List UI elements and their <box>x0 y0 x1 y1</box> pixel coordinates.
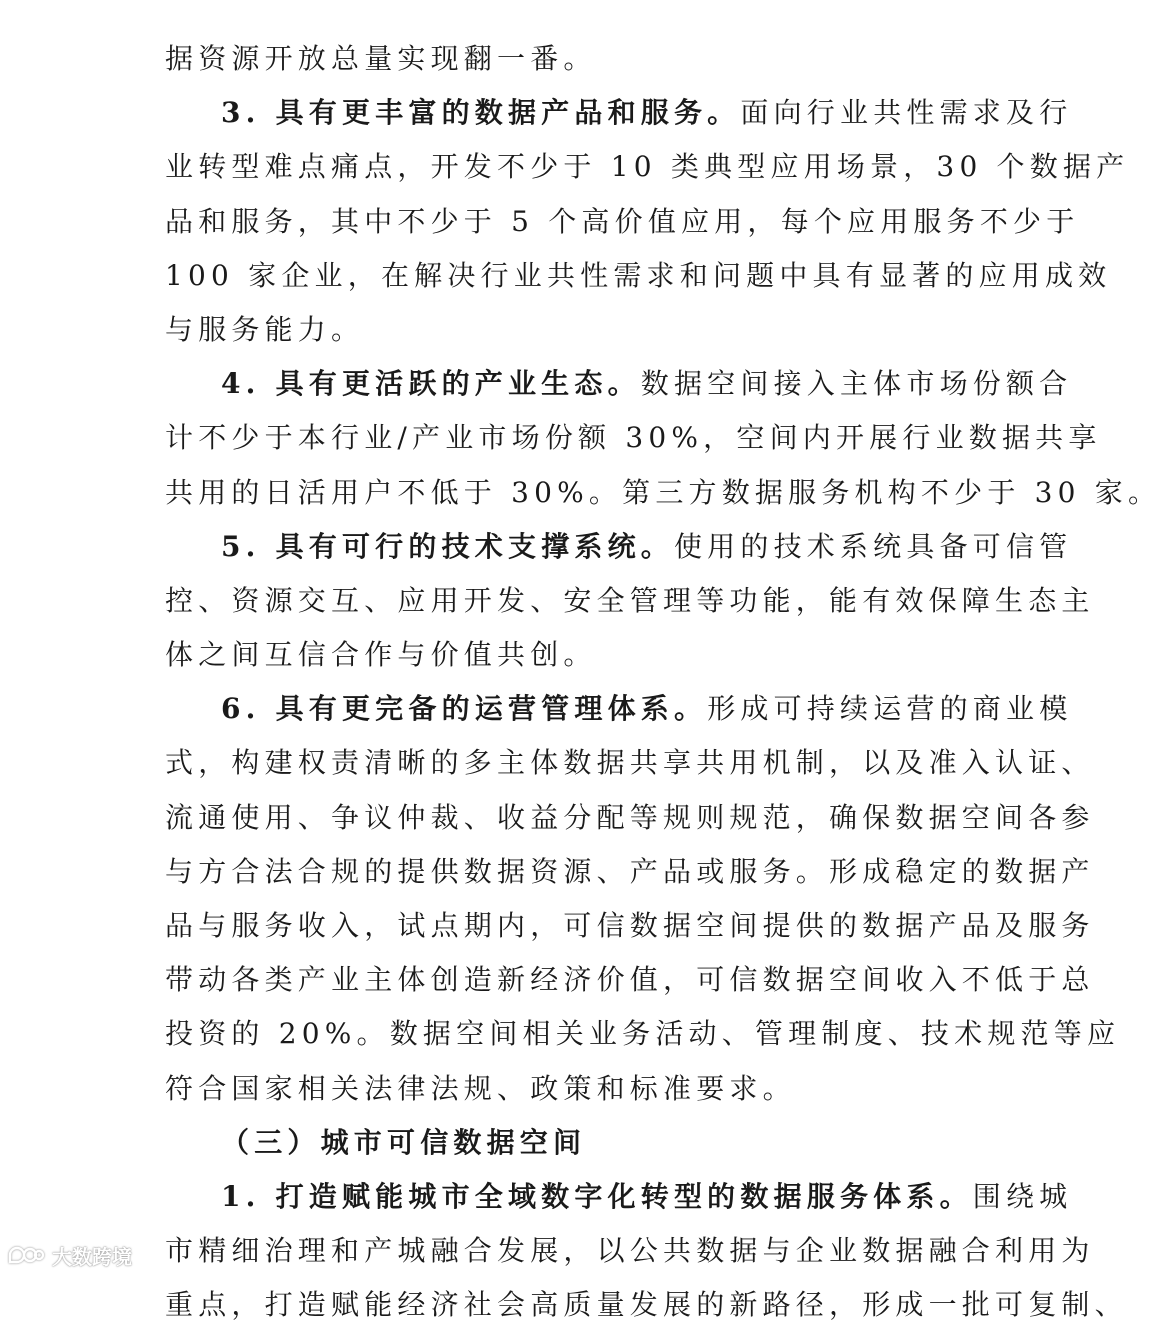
heading-6: 6. 具有更完备的运营管理体系。 <box>221 692 708 726</box>
document-page <box>165 36 1161 1337</box>
watermark-text: 大数跨境 <box>52 1244 132 1269</box>
paragraph-6-heading-line <box>165 686 1073 740</box>
text-run: 数据空间接入主体市场份额合 <box>640 367 1073 401</box>
text-line: 符合国家相关法律法规、政策和标准要求。 <box>165 1071 796 1105</box>
text-line: 计不少于本行业/产业市场份额 30%，空间内开展行业数据共享 <box>165 421 1102 455</box>
text-line: 体之间互信合作与价值共创。 <box>165 638 597 672</box>
brand-logo-icon <box>6 1241 46 1269</box>
text-run: 面向行业共性需求及行 <box>740 96 1073 130</box>
text-run: 使用的技术系统具备可信管 <box>673 529 1073 563</box>
paragraph-3-heading-line <box>165 90 1073 144</box>
heading-4: 4. 具有更活跃的产业生态。 <box>221 367 641 401</box>
text-line: 市精细治理和产城融合发展，以公共数据与企业数据融合利用为 <box>165 1234 1095 1268</box>
watermark <box>6 1238 132 1272</box>
text-line: 流通使用、争议仲裁、收益分配等规则规范，确保数据空间各参 <box>165 800 1095 834</box>
text-line: 式，构建权责清晰的多主体数据共享共用机制，以及准入认证、 <box>165 746 1095 780</box>
text-run: 围绕城 <box>972 1179 1073 1213</box>
paragraph-5-heading-line <box>165 524 1073 578</box>
heading-5: 5. 具有可行的技术支撑系统。 <box>221 529 674 563</box>
paragraph-1-heading-line <box>165 1174 1073 1228</box>
text-run: 形成可持续运营的商业模 <box>707 692 1073 726</box>
paragraph-4-heading-line <box>165 361 1073 415</box>
text-line: 控、资源交互、应用开发、安全管理等功能，能有效保障生态主 <box>165 583 1095 617</box>
text-line: 带动各类产业主体创造新经济价值，可信数据空间收入不低于总 <box>165 963 1095 997</box>
section-heading-line <box>165 1120 917 1174</box>
text-line: 品和服务，其中不少于 5 个高价值应用，每个应用服务不少于 <box>165 204 1080 238</box>
text-line: 投资的 20%。数据空间相关业务活动、管理制度、技术规范等应 <box>165 1017 1121 1051</box>
text-line: 重点，打造赋能经济社会高质量发展的新路径，形成一批可复制、 <box>165 1288 1128 1322</box>
text-line: 共用的日活用户不低于 30%。第三方数据服务机构不少于 30 家。 <box>165 475 1161 509</box>
section-heading: （三）城市可信数据空间 <box>221 1125 587 1159</box>
heading-3: 3. 具有更丰富的数据产品和服务。 <box>221 96 741 130</box>
text-line: 100 家企业，在解决行业共性需求和问题中具有显著的应用成效 <box>165 258 1112 292</box>
text-line: 与服务能力。 <box>165 312 365 346</box>
text-line: 品与服务收入，试点期内，可信数据空间提供的数据产品及服务 <box>165 909 1095 942</box>
text-line: 据资源开放总量实现翻一番。 <box>165 42 597 75</box>
heading-1: 1. 打造赋能城市全域数字化转型的数据服务体系。 <box>221 1179 973 1213</box>
text-line: 业转型难点痛点，开发不少于 10 类典型应用场景，30 个数据产 <box>165 150 1130 184</box>
text-line: 与方合法合规的提供数据资源、产品或服务。形成稳定的数据产 <box>165 854 1095 888</box>
